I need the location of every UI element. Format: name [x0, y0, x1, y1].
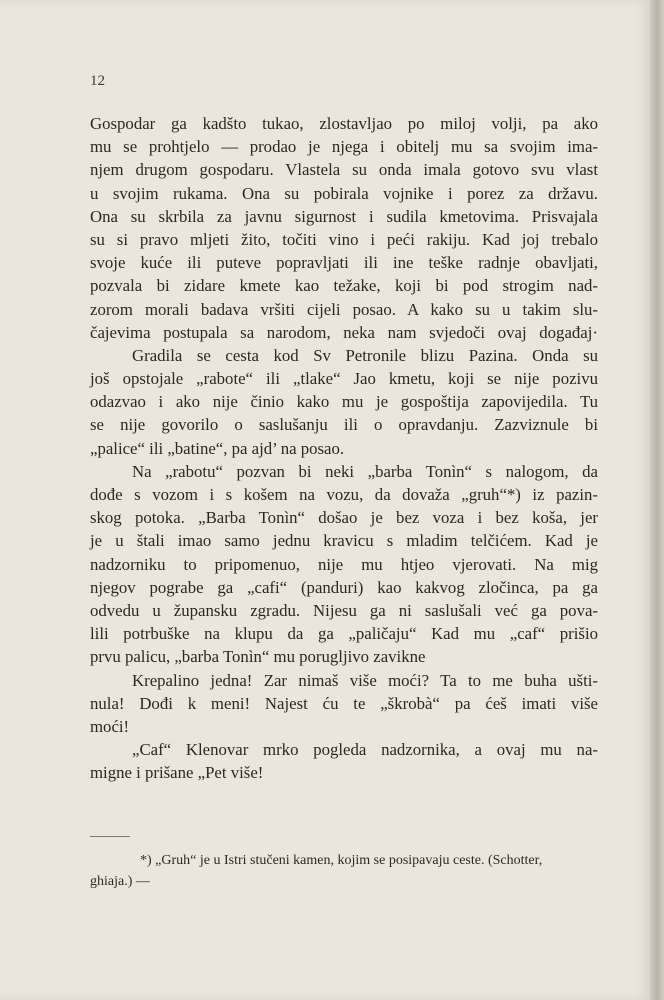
footnote — [90, 850, 598, 892]
text-line: u svojim rukama. Ona su pobirala vojnike i porez za državu. — [90, 183, 598, 203]
footnote-line: *) „Gruh“ je u Istri stučeni kamen, kojim se posipavaju ceste. (Schotter, — [140, 853, 543, 868]
text-line: Na „rabotu“ pozvan bi neki „barba Tonìn“ s nalogom, da — [132, 461, 598, 481]
text-line: skog potoka. „Barba Tonìn“ došao je bez voza i bez koša, jer — [90, 508, 598, 528]
text-line: Gradila se cesta kod Sv Petronile blizu Pazina. Onda su — [132, 345, 598, 365]
text-line: „palice“ ili „batine“, pa ajd’ na posao. — [90, 438, 345, 458]
text-line: Gospodar ga kadšto tukao, zlostavljao po miloj volji, pa ako — [90, 114, 598, 133]
text-line: je u štali imao samo jednu kravicu s mladim telčićem. Kad je — [90, 531, 598, 551]
text-line: prvu palicu, „barba Tonìn“ mu porugljivo zavikne — [90, 647, 426, 667]
text-line: svoje kuće ili puteve popravljati ili ine teške radnje obavljati, — [90, 253, 598, 273]
page-number: 12 — [90, 73, 105, 89]
text-line: se nije govorilo o saslušanju ili o opravdanju. Zazviznule bi — [90, 415, 598, 435]
text-line: još opstojale „rabote“ ili „tlake“ Jao kmetu, koji se nije pozivu — [90, 369, 598, 389]
text-line: Ona su skrbila za javnu sigurnost i sudila kmetovima. Prisvajala — [90, 206, 598, 226]
text-line: Krepalino jedna! Zar nimaš više moći? Ta to me buha ušti- — [132, 670, 598, 690]
text-line: njegov pograbe ga „cafi“ (panduri) kao kakvog zločinca, pa ga — [90, 577, 598, 597]
body-text — [90, 112, 598, 784]
text-line: migne i prišane „Pet više! — [90, 763, 264, 783]
text-line: njem drugom gospodaru. Vlastela su onda imala gotovo svu vlast — [90, 160, 598, 180]
text-line: odvedu u župansku zgradu. Nijesu ga ni saslušali već ga pova- — [90, 600, 598, 620]
text-line: su si pravo mljeti žito, točiti vino i peći rakiju. Kad joj trebalo — [90, 229, 598, 249]
footnote-line: ghiaja.) — — [90, 874, 150, 889]
text-line: nadzorniku to pripomenuo, nije mu htjeo vjerovati. Na mig — [90, 554, 598, 574]
text-line: dođe s vozom i s košem na vozu, da dovaža „gruh“*) iz pazin- — [90, 485, 598, 504]
text-line: pozvala bi zidare kmete kao težake, koji bi pod strogim nad- — [90, 276, 598, 296]
text-line: zorom morali badava vršiti cijeli posao. A kako su u takim slu- — [90, 299, 598, 319]
text-line: nula! Dođi k meni! Najest ću te „škrobà“ pa ćeš imati više — [90, 693, 598, 713]
footnote-divider — [90, 836, 130, 837]
text-line: mu se prohtjelo — prodao je njega i obitelj mu sa svojim ima- — [90, 137, 598, 157]
text-line: moći! — [90, 716, 130, 736]
text-line: odazvao i ako nije činio kako mu je gospoštija zapovijedila. Tu — [90, 392, 598, 412]
text-line: „Caf“ Klenovar mrko pogleda nadzornika, a ovaj mu na- — [132, 740, 598, 760]
text-line: čajevima postupala sa narodom, neka nam svjedoči ovaj događaj· — [90, 322, 598, 342]
book-page-edge — [650, 0, 664, 1000]
text-line: lili potrbuške na klupu da ga „paličaju“ Kad mu „caf“ prišio — [90, 624, 598, 644]
